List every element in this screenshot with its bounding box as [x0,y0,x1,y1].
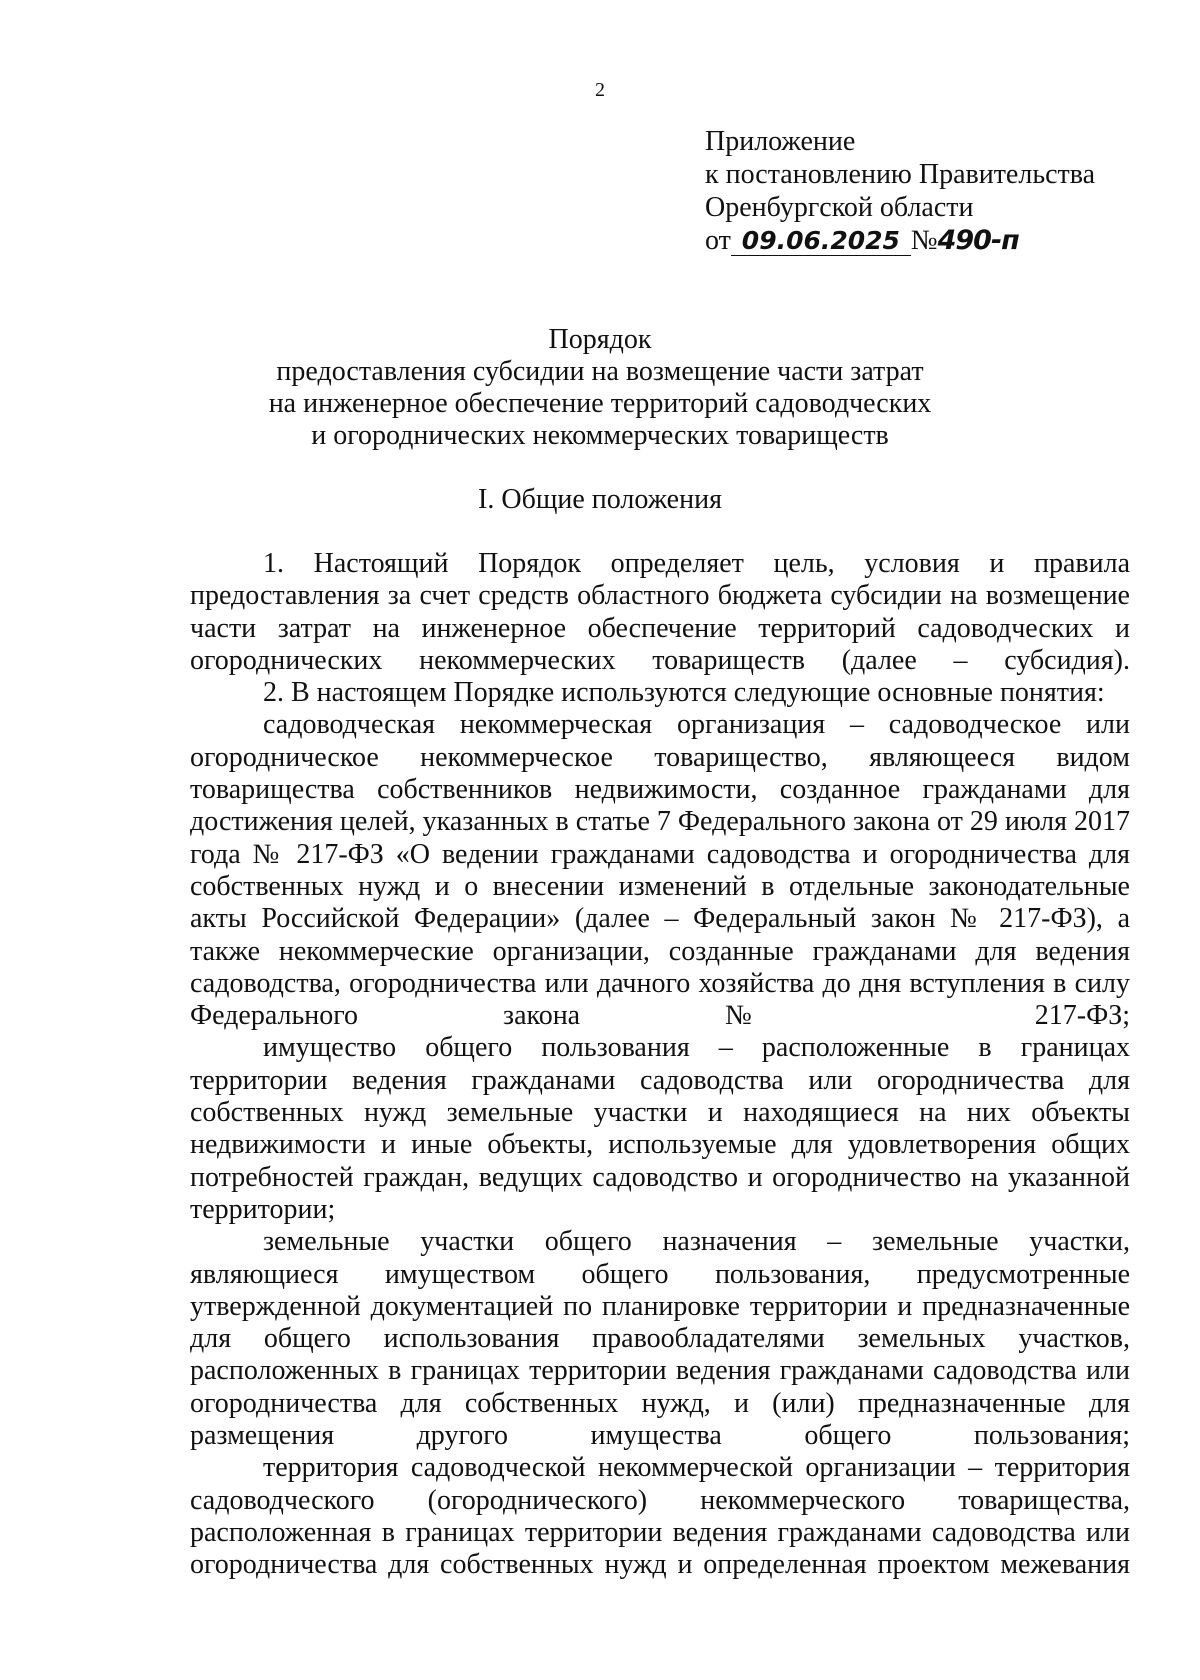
paragraph-2: 2. В настоящем Порядке используются следующие основные понятия: [263,677,1105,709]
paragraph-5: земельные участки общего назначения – земельные участки, являющиеся имуществом общего пользования, предусмотренные утвержденной документацией по планировке территории и предназначенные для общего использования правообладателями земельных участков, расположенных в границах территории ведения гражданами садоводства или огородничества для собственных нужд, и (или) предназначенные для размещения другого имущества общего пользования; [190,1226,1130,1452]
appendix-line-1: Приложение [705,126,856,157]
paragraph-6: территория садоводческой некоммерческой организации – территория садоводческого (огороднического) некоммерческого товарищества, расположенная в границах территории ведения гражданами садоводства или огородничества для собственных нужд и определенная проектом межевания [190,1452,1130,1581]
handwritten-date: 09.06.2025 [731,227,911,256]
appendix-header [705,125,1095,257]
paragraph-1: 1. Настоящий Порядок определяет цель, условия и правила предоставления за счет средств областного бюджета субсидии на возмещение части затрат на инженерное обеспечение территорий садоводческих и огороднических некоммерческих товариществ (далее – субсидия). [190,548,1130,676]
title-line-1: Порядок [548,324,652,355]
paragraph-3: садоводческая некоммерческая организация – садоводческое или огородническое некоммерческое товарищество, являющееся видом товарищества собственников недвижимости, созданное гражданами для достижения целей, указанных в статье 7 Федерального закона от 29 июля 2017 года № 217-ФЗ «О ведении гражданами садоводства и огородничества для собственных нужд и о внесении изменений в отдельные законодательные акты Российской Федерации» (далее – Федеральный закон № 217-ФЗ), а также некоммерческие организации, созданные гражданами для ведения садоводства, огородничества или дачного хозяйства до дня вступления в силу Федерального закона № 217-ФЗ; [190,709,1130,1032]
appendix-line-2: к постановлению Правительства [705,159,1096,190]
title-line-2: предоставления субсидии на возмещение части затрат [276,356,924,387]
section-heading: I. Общие положения [478,484,722,515]
title-line-4: и огороднических некоммерческих товариществ [311,420,889,451]
appendix-date-line [705,224,1095,257]
body-text [190,548,1130,1582]
number-sign: № [910,225,938,256]
document-title [160,324,1040,452]
title-line-3: на инженерное обеспечение территорий садоводческих [268,388,932,419]
handwritten-number: 490-п [937,225,1019,256]
from-prefix: от [705,225,731,256]
appendix-line-3: Оренбургской области [705,192,974,223]
paragraph-4: имущество общего пользования – расположенные в границах территории ведения гражданами садоводства или огородничества для собственных нужд земельные участки и находящиеся на них объекты недвижимости и иные объекты, используемые для удовлетворения общих потребностей граждан, ведущих садоводство и огородничество на указанной территории; [190,1032,1130,1225]
page-number: 2 [595,79,605,101]
